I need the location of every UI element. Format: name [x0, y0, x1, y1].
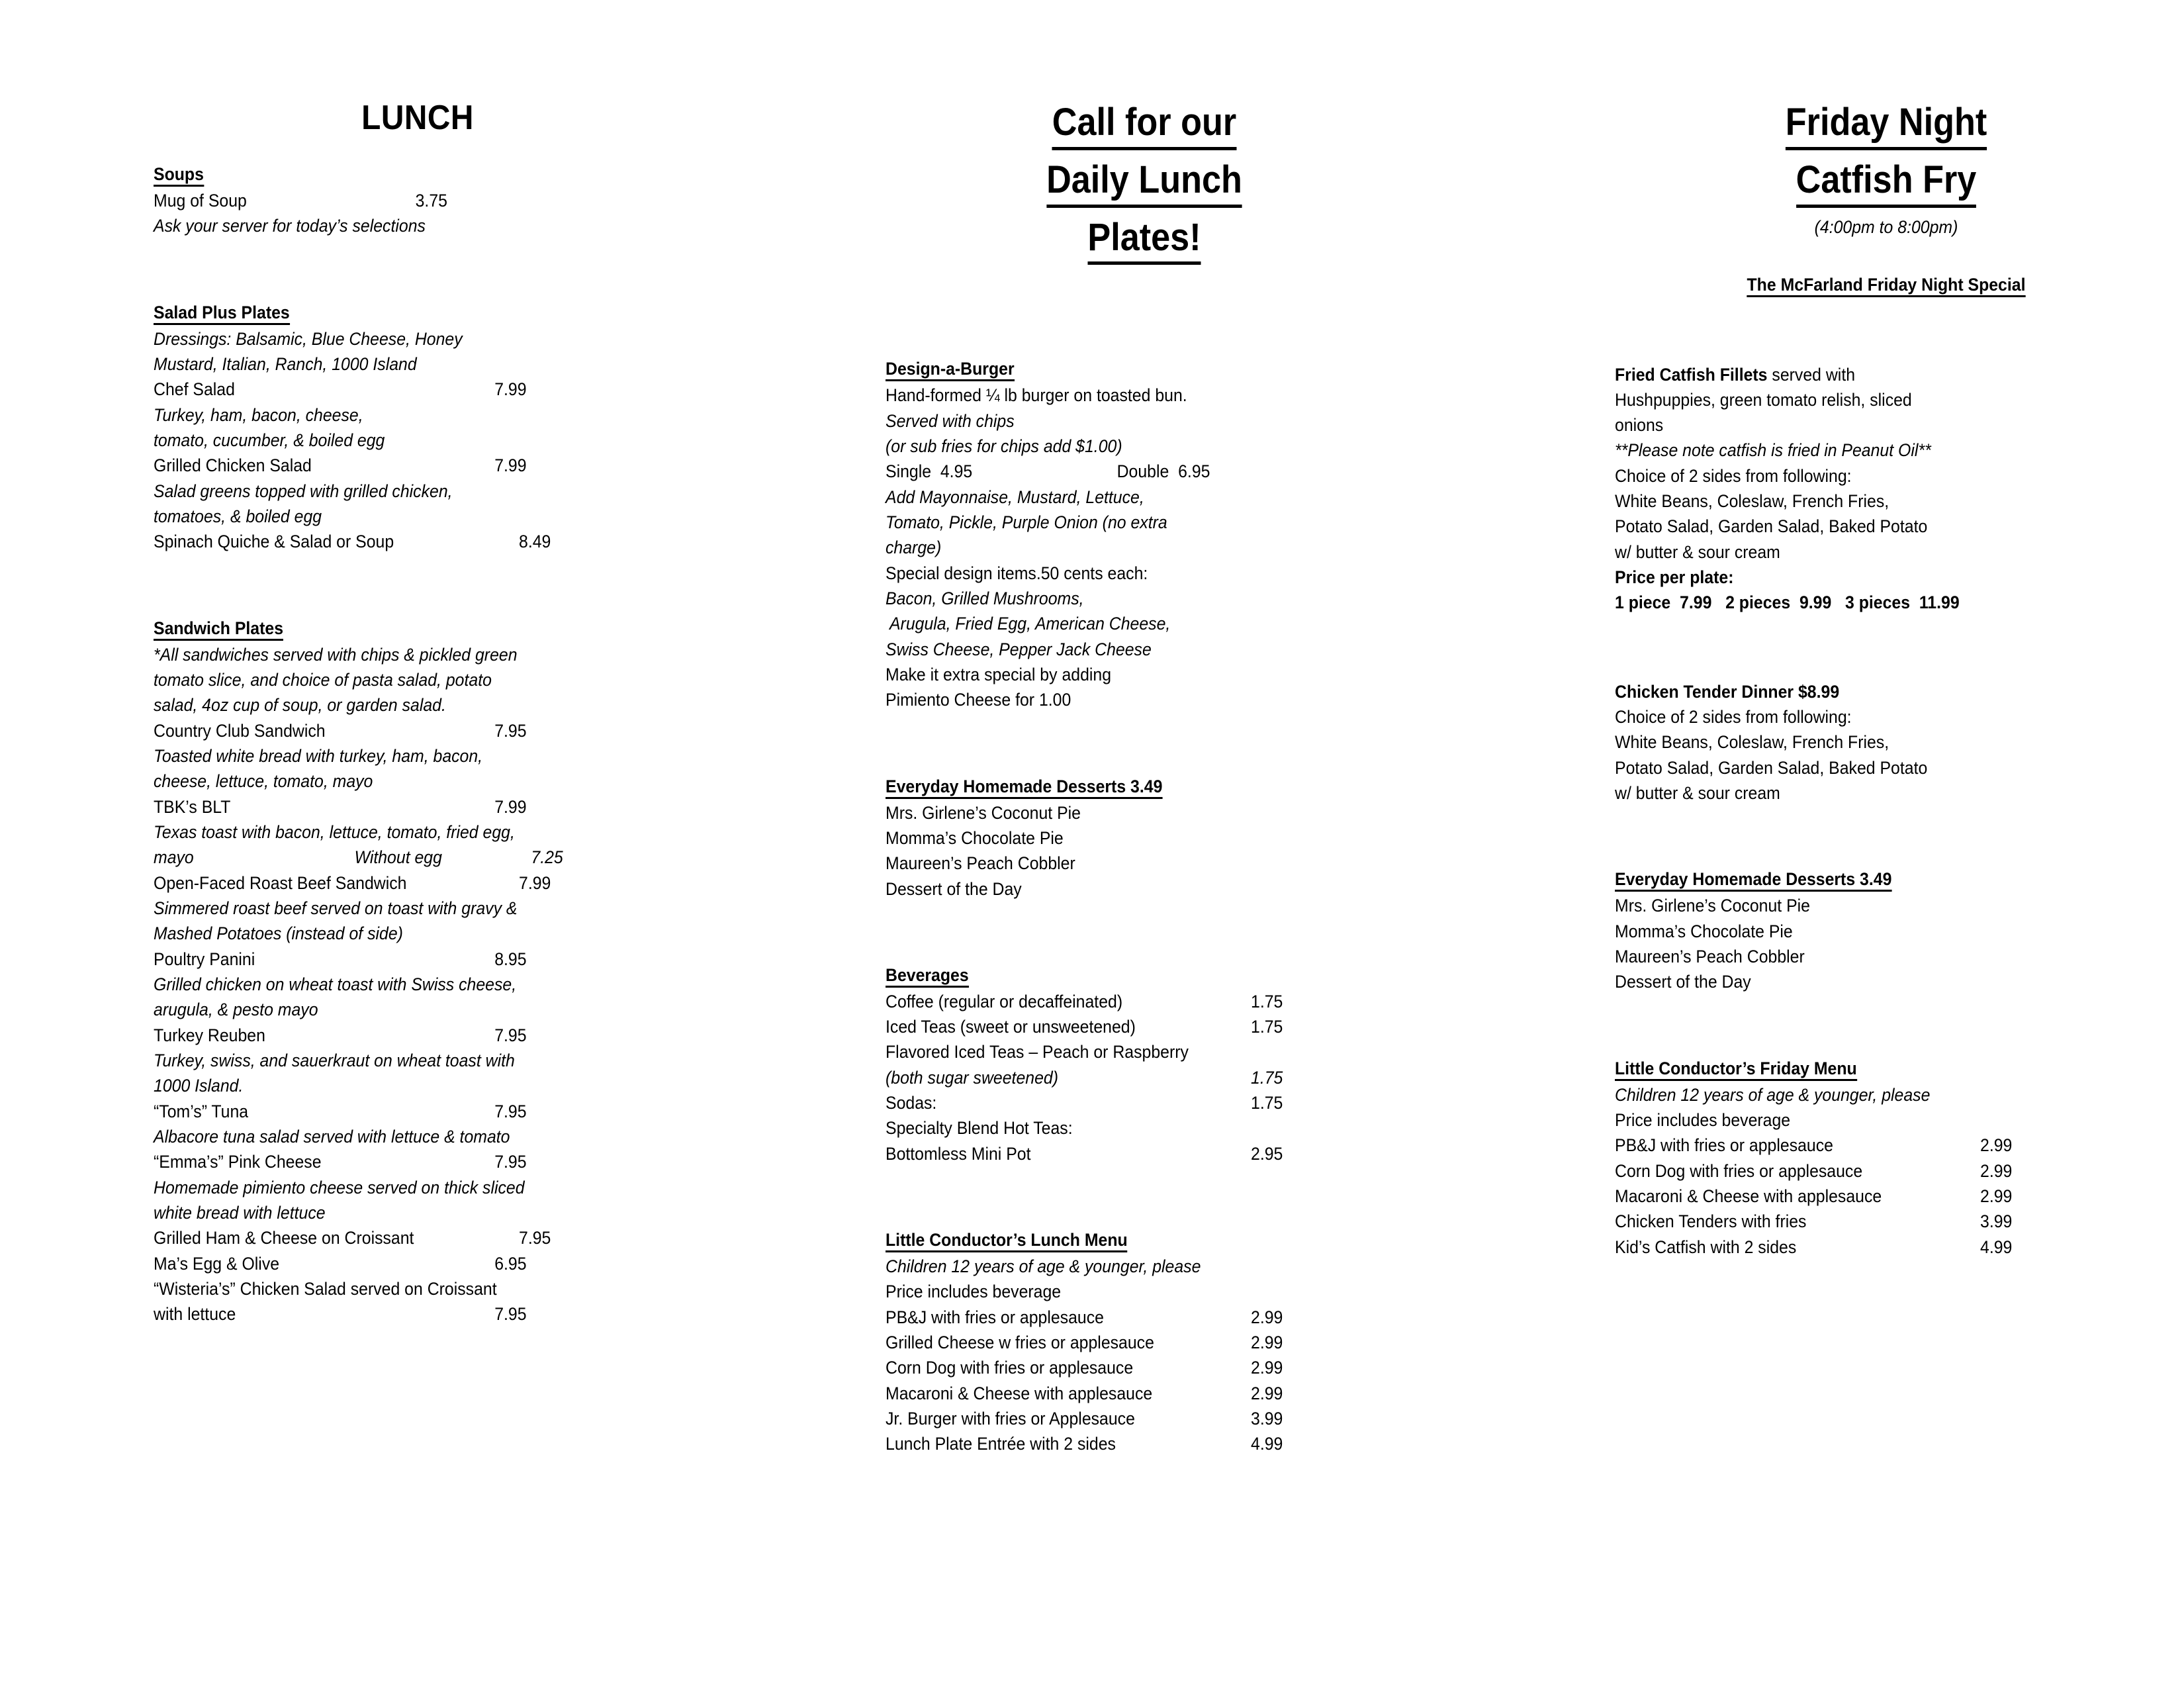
menu-item-row — [886, 1014, 1403, 1039]
menu-item-name: Chicken Tenders with fries — [1615, 1211, 1807, 1232]
menu-description-line: Grilled chicken on wheat toast with Swiss cheese, — [154, 974, 517, 995]
menu-item-name: Coffee (regular or decaffeinated) — [886, 991, 1123, 1011]
menu-description-line: Albacore tuna salad served with lettuce & tomato — [154, 1127, 510, 1147]
catfish-entree-line: Fried Catfish Fillets served with — [1615, 364, 1856, 385]
menu-description-line: Texas toast with bacon, lettuce, tomato, fried egg, — [154, 822, 515, 843]
menu-description-line: **Please note catfish is fried in Peanut Oil** — [1615, 440, 1931, 461]
menu-text-line: Potato Salad, Garden Salad, Baked Potato — [1615, 516, 1928, 537]
menu-text-line: Pimiento Cheese for 1.00 — [886, 690, 1071, 710]
menu-item-price: 1.75 — [1251, 991, 1283, 1011]
menu-item-price: 7.95 — [494, 1152, 527, 1172]
menu-item-price: 2.99 — [1251, 1307, 1283, 1327]
menu-item-price: 2.99 — [1980, 1186, 2013, 1207]
section-spacer — [1615, 616, 2158, 679]
menu-item-price: 7.25 — [531, 847, 563, 868]
friday-special-heading-text: The McFarland Friday Night Special — [1747, 275, 2026, 297]
menu-description-line: Homemade pimiento cheese served on thick sliced — [154, 1177, 525, 1197]
menu-bold-line: 1 piece 7.99 2 pieces 9.99 3 pieces 11.99 — [1615, 592, 1960, 613]
daily-lunch-plates-title-line-2 — [911, 157, 1377, 208]
menu-item-name: Turkey Reuben — [154, 1025, 265, 1045]
menu-bold-line: Price per plate: — [1615, 567, 1734, 588]
friday-special-heading — [1637, 275, 2136, 297]
menu-item-row — [154, 947, 682, 972]
menu-item-row — [886, 1305, 1403, 1330]
menu-item-row — [154, 718, 682, 743]
menu-item-price: 7.99 — [519, 872, 551, 893]
menu-item-price: 7.95 — [494, 1101, 527, 1121]
daily-lunch-plates-title-line-2-text: Daily Lunch — [1046, 157, 1242, 208]
menu-item-variant: Without egg — [354, 847, 442, 868]
section-heading-text: Little Conductor’s Friday Menu — [1615, 1058, 1857, 1081]
menu-text-line: w/ butter & sour cream — [1615, 541, 1780, 562]
menu-item-name: Iced Teas (sweet or unsweetened) — [886, 1017, 1136, 1037]
menu-item-name: Country Club Sandwich — [154, 720, 326, 741]
menu-description-line: tomato slice, and choice of pasta salad, potato — [154, 670, 492, 690]
menu-item-name: “Emma’s” Pink Cheese — [154, 1152, 322, 1172]
menu-item-price: 2.95 — [1251, 1143, 1283, 1164]
menu-item-price: 1.75 — [1251, 1067, 1283, 1088]
menu-description-line: Turkey, swiss, and sauerkraut on wheat toast with — [154, 1051, 515, 1071]
section-heading-text: Design-a-Burger — [886, 359, 1015, 381]
menu-item-price: 3.75 — [415, 191, 447, 211]
catfish-fry-column — [1443, 99, 2184, 1260]
menu-text-line: Potato Salad, Garden Salad, Baked Potato — [1615, 757, 1928, 778]
menu-item-name: Macaroni & Cheese with applesauce — [1615, 1186, 1882, 1207]
menu-description-line: Tomato, Pickle, Purple Onion (no extra — [886, 512, 1167, 532]
menu-item-name: Open-Faced Roast Beef Sandwich — [154, 872, 407, 893]
menu-item-name: Corn Dog with fries or applesauce — [1615, 1160, 1863, 1181]
menu-item-name: Bottomless Mini Pot — [886, 1143, 1031, 1164]
section-heading-text: Everyday Homemade Desserts 3.49 — [886, 776, 1162, 799]
menu-item-name: Lunch Plate Entrée with 2 sides — [886, 1434, 1116, 1454]
section-heading — [1615, 869, 2114, 892]
menu-item-name: with lettuce — [154, 1304, 236, 1325]
menu-item-name: Jr. Burger with fries or Applesauce — [886, 1409, 1135, 1429]
section-heading-text: Sandwich Plates — [154, 618, 283, 641]
menu-item-row — [886, 1381, 1403, 1406]
menu-item-name: mayo — [154, 847, 194, 868]
section-heading-text: Salad Plus Plates — [154, 303, 290, 325]
menu-item-name: Grilled Ham & Cheese on Croissant — [154, 1228, 414, 1248]
menu-item-row — [886, 1090, 1403, 1115]
service-hours: (4:00pm to 8:00pm) — [1814, 216, 1958, 237]
menu-description-line: tomatoes, & boiled egg — [154, 506, 322, 527]
menu-item-price: 7.99 — [494, 796, 527, 817]
page-title: LUNCH — [361, 99, 474, 137]
section-heading-text: Everyday Homemade Desserts 3.49 — [1615, 869, 1891, 892]
menu-item-price: 3.99 — [1980, 1211, 2013, 1232]
menu-item-row — [1615, 1209, 2158, 1234]
menu-item-row — [154, 845, 682, 870]
menu-text-line: Maureen’s Peach Cobbler — [886, 853, 1075, 874]
burger-double-option: Double 6.95 — [1116, 461, 1210, 482]
menu-item-row — [886, 1330, 1403, 1355]
menu-item-price: 7.95 — [494, 1304, 527, 1325]
menu-description-line: Mashed Potatoes (instead of side) — [154, 923, 403, 944]
menu-text-line: Momma’s Chocolate Pie — [886, 827, 1064, 848]
menu-text-line: Price includes beverage — [1615, 1110, 1791, 1131]
menu-text-line: Mrs. Girlene’s Coconut Pie — [1615, 896, 1810, 916]
menu-description-line: Dressings: Balsamic, Blue Cheese, Honey — [154, 328, 463, 349]
menu-item-price: 7.99 — [494, 379, 527, 400]
section-heading — [886, 965, 1361, 988]
menu-item-price: 2.99 — [1251, 1358, 1283, 1378]
menu-item-price: 8.49 — [519, 532, 551, 552]
menu-description-line: Arugula, Fried Egg, American Cheese, — [886, 614, 1171, 634]
menu-text-line: Special design items.50 cents each: — [886, 563, 1148, 583]
menu-item-price: 3.99 — [1251, 1409, 1283, 1429]
menu-item-price: 6.95 — [494, 1253, 527, 1274]
menu-text-line: Hushpuppies, green tomato relish, sliced — [1615, 389, 1912, 410]
section-spacer — [154, 555, 682, 618]
menu-text-line: Choice of 2 sides from following: — [1615, 465, 1852, 486]
menu-text-line: Mrs. Girlene’s Coconut Pie — [886, 802, 1081, 823]
daily-lunch-plates-title-line-3-text: Plates! — [1087, 214, 1201, 265]
menu-text-line: Price includes beverage — [886, 1282, 1062, 1302]
menu-item-row — [154, 453, 682, 478]
menu-item-row — [1615, 1133, 2158, 1158]
menu-item-row — [1615, 1184, 2158, 1209]
menu-item-row — [154, 529, 682, 554]
menu-item-row — [154, 1301, 682, 1327]
menu-description-line: tomato, cucumber, & boiled egg — [154, 430, 385, 451]
friday-catfish-title-line-2 — [1642, 157, 2130, 208]
menu-item-name: “Tom’s” Tuna — [154, 1101, 249, 1121]
menu-item-price: 1.75 — [1251, 1093, 1283, 1113]
friday-catfish-title-line-1-text: Friday Night — [1786, 99, 1987, 150]
catfish-sections — [1615, 362, 2158, 1260]
menu-item-row — [154, 1251, 682, 1276]
section-spacer — [1615, 806, 2158, 869]
menu-text-line: White Beans, Coleslaw, French Fries, — [1615, 732, 1889, 753]
menu-item-row — [154, 188, 682, 213]
menu-text-line: Maureen’s Peach Cobbler — [1615, 947, 1805, 967]
daily-lunch-plates-title — [911, 99, 1377, 265]
spacer — [886, 271, 1403, 359]
menu-text-line: Hand-formed ¼ lb burger on toasted bun. — [886, 385, 1187, 406]
menu-item-row — [886, 989, 1403, 1014]
menu-text-line: Choice of 2 sides from following: — [1615, 707, 1852, 727]
menu-item-name: Kid’s Catfish with 2 sides — [1615, 1237, 1797, 1257]
section-heading-text: Soups — [154, 164, 204, 187]
menu-description-line: salad, 4oz cup of soup, or garden salad. — [154, 695, 446, 716]
burger-size-options-row — [886, 459, 1403, 484]
section-heading — [154, 164, 639, 187]
menu-item-price: 2.99 — [1980, 1135, 2013, 1156]
menu-item-row — [886, 1065, 1403, 1090]
section-spacer — [886, 1166, 1403, 1230]
menu-item-name: Grilled Chicken Salad — [154, 455, 312, 476]
menu-item-row — [886, 1141, 1403, 1166]
menu-item-name: Spinach Quiche & Salad or Soup — [154, 532, 394, 552]
section-spacer — [154, 239, 682, 303]
menu-description-line: white bread with lettuce — [154, 1202, 326, 1223]
section-spacer — [1615, 995, 2158, 1058]
menu-item-price: 2.99 — [1251, 1333, 1283, 1353]
menu-description-line: Mustard, Italian, Ranch, 1000 Island — [154, 354, 417, 375]
lunch-column — [0, 99, 721, 1327]
menu-item-row — [886, 1406, 1403, 1431]
menu-item-name: (both sugar sweetened) — [886, 1067, 1058, 1088]
menu-item-name: Sodas: — [886, 1093, 937, 1113]
menu-item-name: PB&J with fries or applesauce — [1615, 1135, 1833, 1156]
menu-text-line: Specialty Blend Hot Teas: — [886, 1118, 1073, 1139]
section-spacer — [886, 713, 1403, 776]
section-heading — [886, 359, 1361, 381]
catfish-entree-name: Fried Catfish Fillets — [1615, 364, 1768, 385]
menu-item-row — [886, 1431, 1403, 1456]
menu-text-line: Dessert of the Day — [886, 878, 1022, 899]
menu-description-line: Served with chips — [886, 410, 1015, 431]
burger-single-option: Single 4.95 — [886, 461, 973, 482]
menu-description-line: Turkey, ham, bacon, cheese, — [154, 404, 363, 425]
menu-description-line: (or sub fries for chips add $1.00) — [886, 436, 1122, 456]
daily-plates-sections — [886, 359, 1403, 1457]
menu-item-row — [154, 1149, 682, 1174]
menu-description-line: charge) — [886, 538, 942, 558]
friday-catfish-title-line-2-text: Catfish Fry — [1796, 157, 1977, 208]
menu-item-name: Poultry Panini — [154, 949, 255, 969]
menu-item-name: Corn Dog with fries or applesauce — [886, 1358, 1134, 1378]
menu-item-price: 4.99 — [1251, 1434, 1283, 1454]
section-heading — [886, 1230, 1361, 1252]
menu-description-line: Children 12 years of age & younger, please — [886, 1256, 1201, 1277]
menu-description-line: cheese, lettuce, tomato, mayo — [154, 771, 373, 792]
menu-bold-line: Chicken Tender Dinner $8.99 — [1615, 681, 1840, 702]
menu-item-row — [154, 1023, 682, 1048]
menu-item-price: 8.95 — [494, 949, 527, 969]
menu-text-line: “Wisteria’s” Chicken Salad served on Croissant — [154, 1278, 497, 1299]
daily-plates-column — [721, 99, 1443, 1457]
menu-description-line: *All sandwiches served with chips & pickled green — [154, 644, 518, 665]
menu-item-price: 7.99 — [494, 455, 527, 476]
menu-description-line: Children 12 years of age & younger, please — [1615, 1084, 1931, 1105]
friday-catfish-title-line-1 — [1642, 99, 2130, 150]
section-heading — [154, 618, 639, 641]
menu-item-name: Chef Salad — [154, 379, 235, 400]
menu-description-line: Add Mayonnaise, Mustard, Lettuce, — [886, 487, 1144, 507]
menu-item-name: TBK’s BLT — [154, 796, 231, 817]
menu-item-row — [154, 377, 682, 402]
menu-item-name: Ma’s Egg & Olive — [154, 1253, 280, 1274]
menu-item-row — [154, 870, 682, 896]
menu-item-row — [1615, 1158, 2158, 1184]
daily-lunch-plates-title-line-3 — [911, 214, 1377, 265]
menu-text-line: onions — [1615, 415, 1664, 436]
section-heading — [886, 776, 1361, 799]
menu-item-price: 7.95 — [494, 720, 527, 741]
daily-lunch-plates-title-line-1 — [911, 99, 1377, 150]
menu-item-price: 4.99 — [1980, 1237, 2013, 1257]
menu-item-price: 7.95 — [494, 1025, 527, 1045]
section-spacer — [886, 902, 1403, 965]
menu-text-line: w/ butter & sour cream — [1615, 783, 1780, 804]
menu-item-price: 7.95 — [519, 1228, 551, 1248]
spacer — [1615, 238, 2158, 275]
menu-item-price: 1.75 — [1251, 1017, 1283, 1037]
menu-description-line: Simmered roast beef served on toast with gravy & — [154, 898, 518, 919]
menu-item-price: 2.99 — [1980, 1160, 2013, 1181]
section-heading-text: Beverages — [886, 965, 969, 988]
menu-item-price: 2.99 — [1251, 1383, 1283, 1403]
menu-item-row — [886, 1355, 1403, 1380]
menu-description-line: Bacon, Grilled Mushrooms, — [886, 588, 1084, 608]
lunch-sections — [154, 164, 682, 1327]
menu-item-name: PB&J with fries or applesauce — [886, 1307, 1104, 1327]
menu-item-row — [154, 1099, 682, 1124]
menu-item-row — [154, 794, 682, 820]
menu-text-line: Make it extra special by adding — [886, 664, 1112, 684]
menu-item-row — [1615, 1235, 2158, 1260]
menu-text-line: Momma’s Chocolate Pie — [1615, 921, 1793, 941]
friday-night-catfish-fry-title — [1642, 99, 2130, 208]
daily-lunch-plates-title-line-1-text: Call for our — [1052, 99, 1236, 150]
menu-item-name: Grilled Cheese w fries or applesauce — [886, 1333, 1154, 1353]
menu-description-line: arugula, & pesto mayo — [154, 1000, 318, 1020]
section-heading — [154, 303, 639, 325]
menu-description-line: 1000 Island. — [154, 1076, 244, 1096]
menu-text-line: White Beans, Coleslaw, French Fries, — [1615, 491, 1889, 512]
menu-description-line: Toasted white bread with turkey, ham, bacon, — [154, 746, 483, 767]
section-heading-text: Little Conductor’s Lunch Menu — [886, 1230, 1128, 1252]
menu-item-name: Mug of Soup — [154, 191, 247, 211]
menu-description-line: Salad greens topped with grilled chicken, — [154, 481, 453, 501]
spacer — [1615, 299, 2158, 362]
menu-description-line: Swiss Cheese, Pepper Jack Cheese — [886, 639, 1152, 659]
menu-item-row — [154, 1225, 682, 1250]
section-heading — [1615, 1058, 2114, 1081]
menu-text-line: Flavored Iced Teas – Peach or Raspberry — [886, 1042, 1189, 1062]
menu-text-line: Dessert of the Day — [1615, 972, 1751, 992]
menu-item-name: Macaroni & Cheese with applesauce — [886, 1383, 1153, 1403]
menu-description-line: Ask your server for today’s selections — [154, 216, 426, 236]
